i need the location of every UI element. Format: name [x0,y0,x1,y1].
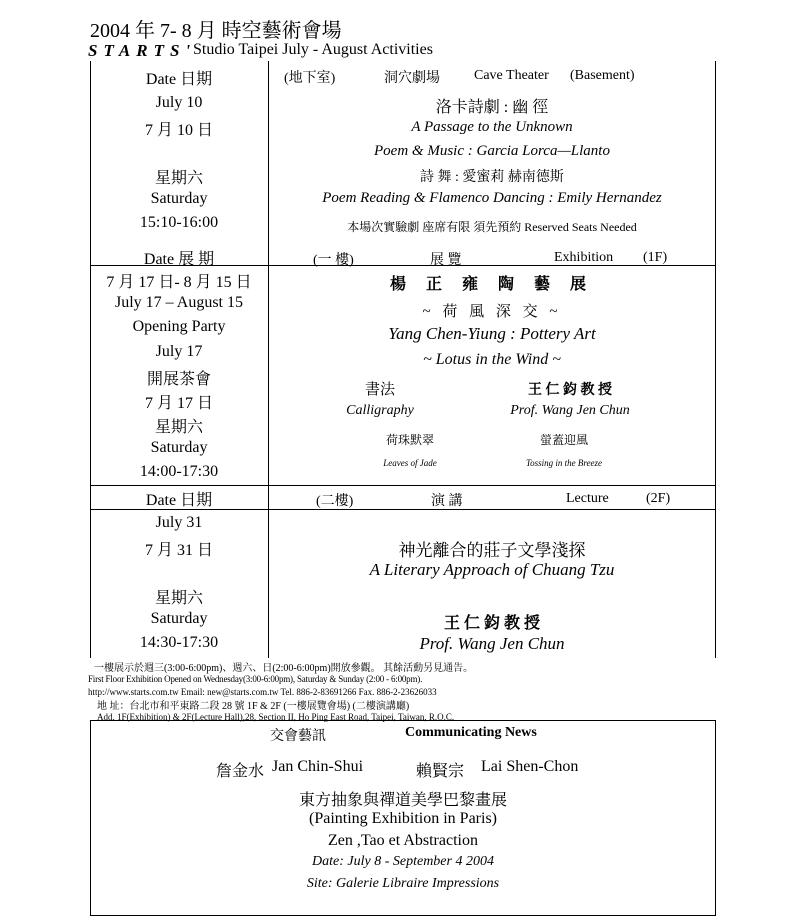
lecturer-zh: 王 仁 鈞 教 授 [443,615,540,632]
exhibit-title-en: (Painting Exhibition in Paris) [309,810,497,827]
artist-2-zh: 賴賢宗 [416,763,465,780]
event-title-zh: 洛卡詩劇 : 幽 徑 [435,99,549,116]
professor-en: Prof. Wang Jen Chun [510,403,630,418]
weekday-en: Saturday [150,610,208,627]
lecturer-en: Prof. Wang Jen Chun [419,634,565,653]
location-en-2: (Basement) [570,68,635,83]
news-box [90,720,716,916]
event-time: 14:00-17:30 [139,463,219,480]
weekday-zh: 星期六 [154,419,203,436]
event-date-en: July 31 [155,514,203,531]
exhibit-title-en: Yang Chen-Yiung : Pottery Art [388,324,596,343]
event-time: 15:10-16:00 [139,214,219,231]
location-en-1: Lecture [566,491,609,506]
exhibit-title-zh: 楊 正 雍 陶 藝 展 [389,276,594,293]
party-date-en: July 17 [155,343,203,360]
location-zh-2: 展 覽 [430,253,462,268]
work1-en: Leaves of Jade [383,458,437,468]
event-time: 14:30-17:30 [139,634,219,651]
exhibit-title-fr: Zen ,Tao et Abstraction [328,832,478,849]
party-date-zh: 7 月 17 日 [144,395,213,412]
weekday-en: Saturday [150,439,208,456]
artist-1-zh: 詹金水 [216,763,265,780]
footer-hours-zh: 一樓展示於週三(3:00-6:00pm)、週六、日(2:00-6:00pm)開放參觀。 其餘活動另見通告。 [94,663,474,674]
location-zh-1: (地下室) [284,71,336,86]
location-zh-1: (二樓) [316,494,354,509]
event-poem-zh: 詩 舞 : 愛蜜莉 赫南德斯 [420,170,564,185]
location-en-2: (1F) [643,250,668,265]
professor-zh: 王 仁 鈞 教 授 [528,383,612,398]
work2-en: Tossing in the Breeze [525,458,603,468]
calligraphy-en: Calligraphy [346,403,414,418]
location-en-1: Exhibition [554,250,614,265]
exhibit-range-zh: 7 月 17 日- 8 月 15 日 [106,274,252,291]
event-poem-music: Poem & Music : Garcia Lorca—Llanto [374,143,610,159]
starts-logo: STARTS' [88,41,197,60]
date-label: Date 日期 [145,492,213,509]
event-date-zh: 7 月 10 日 [144,122,213,139]
party-zh: 開展茶會 [146,371,211,388]
weekday-zh: 星期六 [154,590,203,607]
exhibit-title-zh: 東方抽象與禪道美學巴黎畫展 [298,792,507,809]
news-title-zh: 交會藝訊 [270,729,326,744]
weekday-en: Saturday [150,190,208,207]
event-date-zh: 7 月 31 日 [144,542,213,559]
location-zh-2: 演 講 [431,494,463,509]
location-en-2: (2F) [646,491,671,506]
work1-zh: 荷珠默翠 [385,433,434,447]
news-title-en: Communicating News [405,725,537,740]
event-title-en: A Passage to the Unknown [411,119,573,135]
opening-party: Opening Party [132,318,226,335]
calligraphy-zh: 書法 [364,382,395,398]
weekday-zh: 星期六 [154,170,203,187]
date-label: Date 日期 [145,71,213,88]
row-divider-2 [90,485,716,486]
footer-address-zh: 地 址：台北市和平東路二段 28 號 1F & 2F (一樓展覽會場) (二樓演講廳) [97,701,410,712]
exhibit-range-en: July 17 – August 15 [114,294,243,311]
date-label: Date 展 期 [143,251,215,268]
exhibit-site: Site: Galerie Libraire Impressions [306,876,500,891]
reservation-note: 本場次實驗劇 座席有限 須先預約 Reserved Seats Needed [347,220,637,234]
exhibit-dates: Date: July 8 - September 4 2004 [312,854,494,869]
artist-2-en: Lai Shen-Chon [481,758,579,775]
location-en-1: Cave Theater [474,68,549,83]
page-title [90,14,342,43]
lecture-title-en: A Literary Approach of Chuang Tzu [369,560,615,579]
work2-zh: 螢蓋迎風 [539,433,588,447]
lecture-title-zh: 神光離合的莊子文學淺探 [398,541,586,560]
footer-address-en: Add. 1F(Exhibition) & 2F(Lecture Hall),28, Section II, Ho Ping East Road, Taipei, Taiwan, R.O.C. [97,712,455,722]
title-text: 2004 年 7- 8 月 時空藝術會場 [90,20,342,42]
location-zh-2: 洞穴劇場 [384,71,440,86]
event-date-en: July 10 [155,94,203,111]
artist-1-en: Jan Chin-Shui [272,758,364,775]
page-subtitle: Studio Taipei July - August Activities [193,41,433,58]
footer-hours-en: First Floor Exhibition Opened on Wednesday(3:00-6:00pm), Saturday & Sunday (2:00 - 6:00pm). [88,674,423,684]
table-right-border [715,61,716,658]
event-poem-reading: Poem Reading & Flamenco Dancing : Emily Hernandez [322,190,662,206]
exhibit-sub-en: ~ Lotus in the Wind ~ [423,351,561,368]
location-zh-1: (一 樓) [313,253,354,268]
exhibit-sub-zh: ~ 荷 風 深 交 ~ [422,304,562,320]
footer-contact: http://www.starts.com.tw Email: new@starts.com.tw Tel. 886-2-83691266 Fax. 886-2-23626033 [88,687,437,697]
